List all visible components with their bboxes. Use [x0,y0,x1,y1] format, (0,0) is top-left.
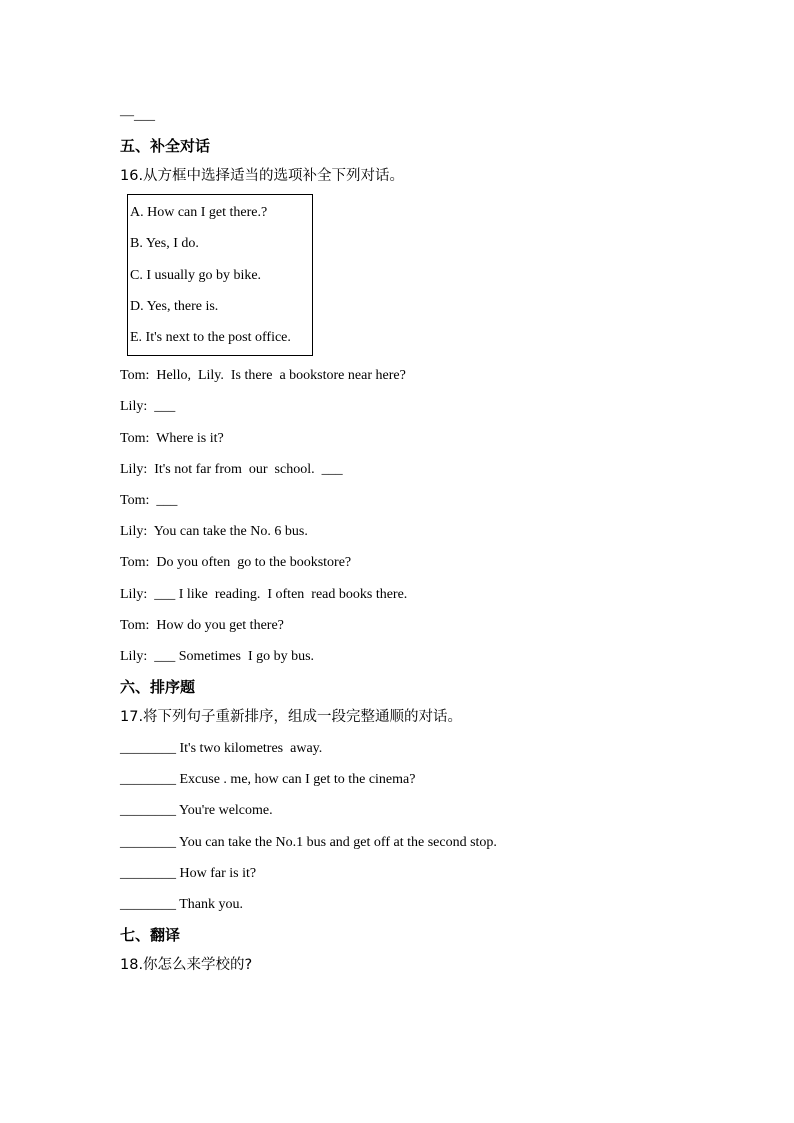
dialogue-line: Tom: How do you get there? [120,617,284,633]
dialogue-line: Tom: Do you often go to the bookstore? [120,555,352,571]
document-page [120,100,720,981]
ordering-item: ________ Thank you. [120,897,244,913]
question-18: 18.你怎么来学校的? [120,957,253,974]
ordering-item: ________ Excuse . me, how can I get to the cinema? [120,772,416,788]
option-a: A. How can I get there.? [130,205,268,221]
option-c: C. I usually go by bike. [130,267,262,283]
dialogue-line: Lily: ___ Sometimes I go by bus. [120,648,315,664]
dialogue-line: Lily: You can take the No. 6 bus. [120,524,308,540]
dialogue-line: Lily: ___ [120,399,176,415]
option-d: D. Yes, there is. [130,298,219,314]
option-e: E. It's next to the post office. [130,330,291,345]
top-fragment: —___ [120,108,155,123]
dialogue-line: Tom: ___ [120,492,178,508]
question-16: 16.从方框中选择适当的选项补全下列对话。 [120,168,405,185]
section7-heading: 七、翻译 [120,926,181,945]
dialogue-line: Tom: Hello, Lily. Is there a bookstore near here? [120,368,406,384]
ordering-item: ________ You can take the No.1 bus and get off at the second stop. [120,834,497,850]
option-b: B. Yes, I do. [130,236,199,252]
options-box [127,194,313,356]
dialogue-line: Tom: Where is it? [120,430,224,446]
ordering-item: ________ How far is it? [120,865,257,881]
section6-heading: 六、排序题 [120,678,196,697]
ordering-item: ________ You're welcome. [120,803,273,819]
question-17: 17.将下列句子重新排序，组成一段完整通顺的对话。 [120,709,463,726]
section5-heading: 五、补全对话 [120,137,211,156]
dialogue-line: Lily: ___ I like reading. I often read books there. [120,586,408,602]
dialogue-line: Lily: It's not far from our school. ___ [120,461,343,477]
ordering-item: ________ It's two kilometres away. [120,741,323,757]
